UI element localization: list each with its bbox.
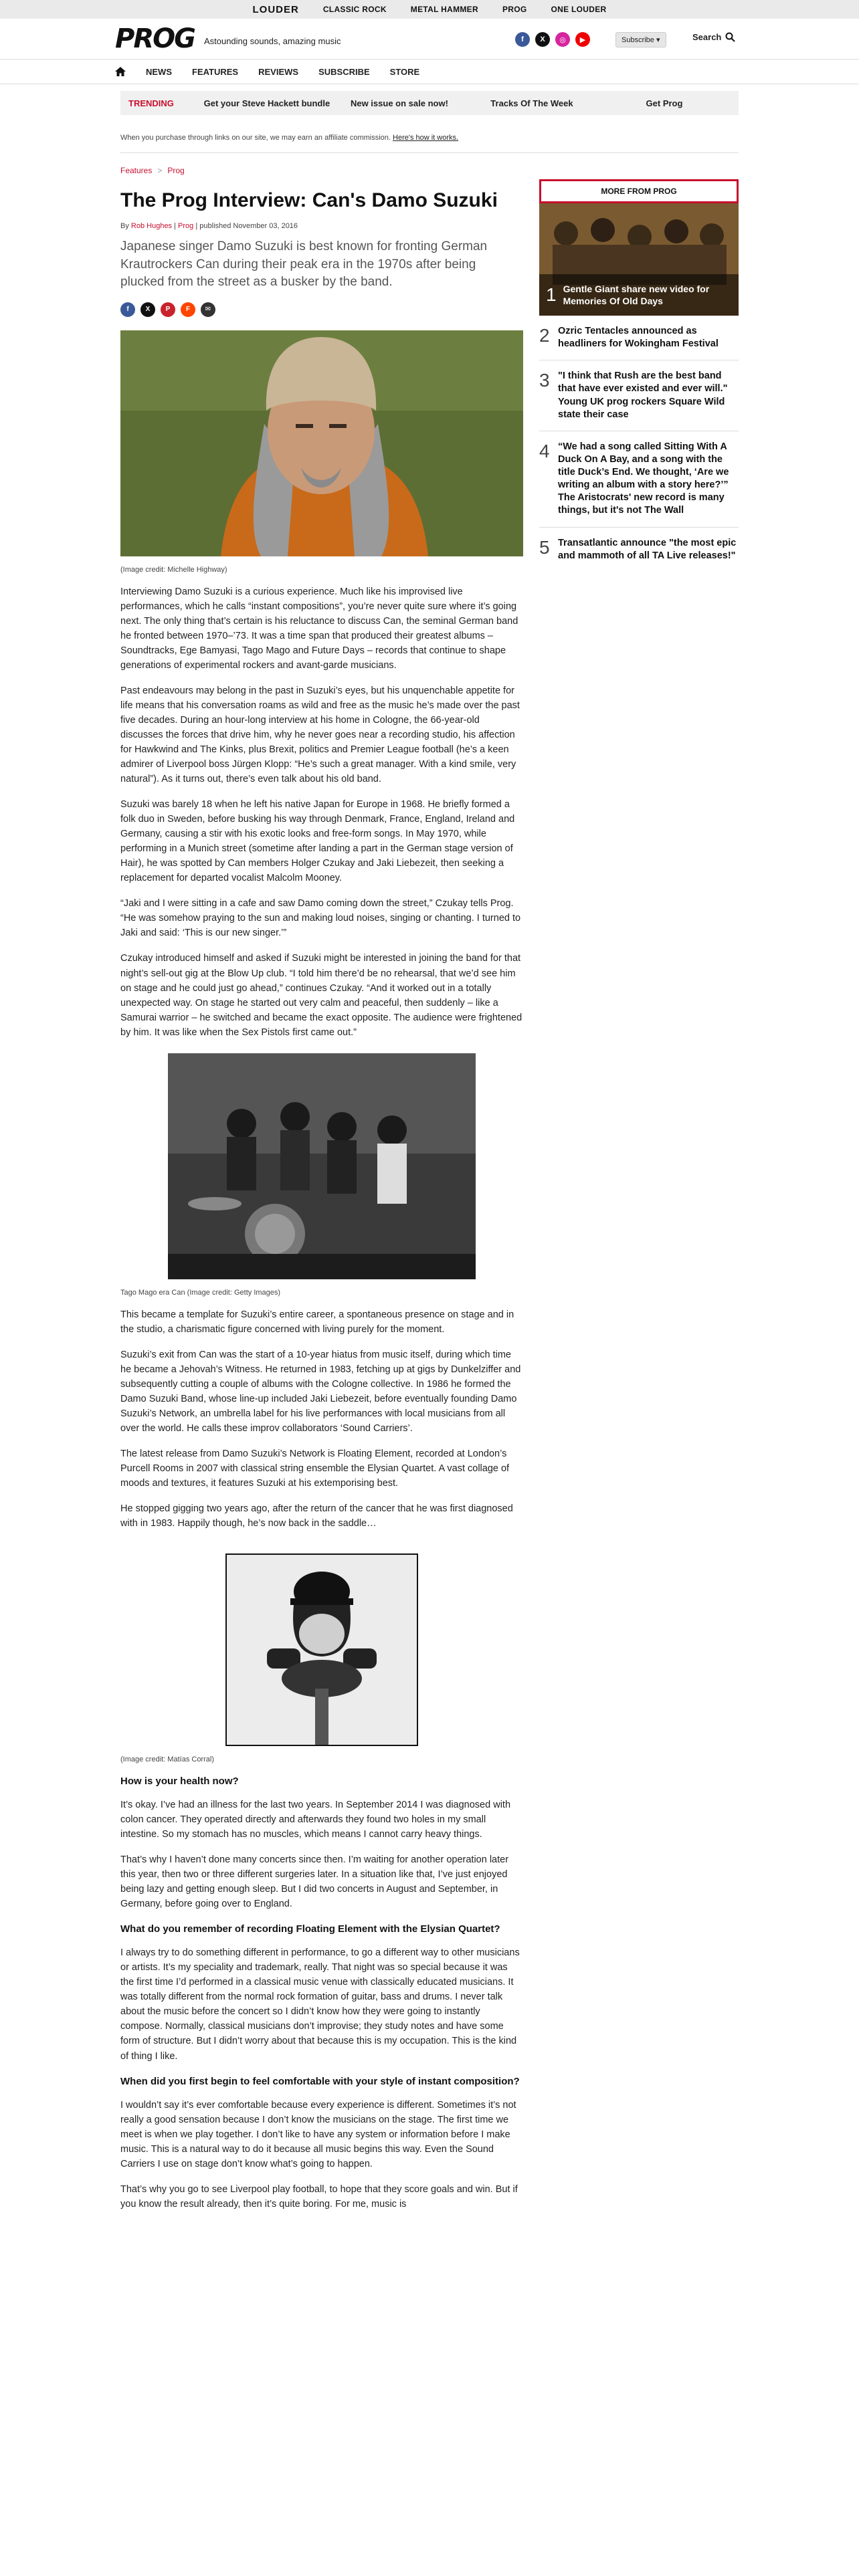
paragraph: Past endeavours may belong in the past in Suzuki’s eyes, but his unquenchable appetite for life means that his conversation roams as wild and free as the music he’s made over the past five decades. During an hour-long interview at his home in Cologne, the 66-year-old discusses the forces that drive him, why he never goes near a recording studio, his affection for Hawkwind and The Kinks, plus Brexit, politics and Premier League football (he’s a keen admirer of Liverpool boss Jürgen Klopp: “He’s such a great manager. With a kind smile, very natural”). As it turns out, there’s even talk about his old band. [120,685,520,785]
nav-reviews[interactable]: REVIEWS [258,66,299,77]
affiliate-text: When you purchase through links on our site, we may earn an affiliate commission. [120,134,391,142]
trending-label: TRENDING [128,98,174,108]
sidebar-item[interactable] [539,360,739,431]
publish-date: published November 03, 2016 [199,222,298,230]
prog-logo[interactable]: PROG [115,23,195,54]
sidebar-item[interactable] [539,528,739,572]
trending-item[interactable]: Get Prog [646,98,683,108]
sidebar-item-title[interactable]: “We had a song called Sitting With A Duck On A Bay, and a song with the title Duck’s End. We thought, ‘Are we writing an album with a story here?’” The Aristocrats' new record is many things, but it's not The Wall [558,441,729,516]
nav-features[interactable]: FEATURES [192,66,239,77]
image-credit: (Image credit: Matías Corral) [120,1755,214,1764]
network-link-classic-rock[interactable]: CLASSIC ROCK [322,5,387,14]
sidebar-featured-item[interactable] [539,203,739,316]
interview-question: When did you first begin to feel comfortable with your style of instant composition? [120,2075,520,2087]
main-nav [0,59,859,84]
sidebar-item[interactable] [539,316,739,360]
portrait-photo [225,1553,418,1746]
paragraph: “Jaki and I were sitting in a cafe and saw Damo coming down the street,” Czukay tells Prog. “He was somehow praying to the sun and making loud noises, singing or chanting. I turned to Jaki and said: ‘This is our new singer.’” [120,898,521,939]
rank-number: 5 [539,536,550,558]
sidebar-item-title[interactable]: Transatlantic announce "the most epic and mammoth of all TA Live releases!" [558,537,737,561]
band-photo-can [168,1053,476,1279]
interview-question: How is your health now? [120,1776,239,1788]
article [120,166,523,2212]
network-link-metal-hammer[interactable]: METAL HAMMER [410,5,478,14]
paragraph: I always try to do something different in performance, to go a different way to other musicians or artists. It’s my speciality and trademark, really. That night was so special because it was the first time I’d performed in a classical music venue with classically educated musicians. It was totally different from the normal rock formation of guitar, bass and drums. I never talk about the music before the concert so I didn’t know how they were going to instantly compose. Normally, classical musicians don’t improvise; they study notes and have some form of structure. But I didn’t worry about that because this is my occupation. This is the kind of thing I like. [120,1947,520,2062]
paragraph: Interviewing Damo Suzuki is a curious experience. Much like his improvised live performances, which he calls “instant compositions”, you’re never quite sure where it’s going next. The only thing that’s certain is his reluctance to discuss Can, the seminal German band he fronted between 1970–’73. It was a time span that produced their greatest albums – Soundtracks, Ege Bamyasi, Tago Mago and Future Days – records that continue to shape generations of experimental rockers and avant-garde musicians. [120,586,518,671]
trending-item[interactable]: Get your Steve Hackett bundle [203,98,330,108]
search-icon [725,32,735,42]
instagram-icon[interactable]: ◎ [555,32,570,47]
louder-logo[interactable]: LOUDER [252,3,299,15]
trending-item[interactable]: New issue on sale now! [350,98,448,108]
search-button[interactable] [692,32,735,42]
more-from-prog-sidebar [539,179,739,572]
subscribe-dropdown[interactable]: Subscribe ▾ [615,32,666,47]
sidebar-item[interactable] [539,431,739,528]
standfirst: Japanese singer Damo Suzuki is best known for fronting German Krautrockers Can during their peak era in the 1970s after being plucked from the street as a busker by the band. [120,239,488,290]
affiliate-disclaimer [120,134,739,153]
home-icon[interactable] [115,67,126,76]
nav-news[interactable]: NEWS [146,66,172,77]
site-header [0,19,859,59]
sidebar-item-title[interactable]: Gentle Giant share new video for Memories Of Old Days [563,283,710,306]
network-link-one-louder[interactable]: ONE LOUDER [551,5,607,14]
rank-number: 1 [546,284,557,305]
paragraph: Czukay introduced himself and asked if Suzuki might be interested in joining the band for that night’s sell-out gig at the Blow Up club. “I told him there’d be no rehearsal, that we’d see him on stage and he could just go ahead,” continues Czukay. “And it worked out in a totally unexpected way. On stage he started out very calm and peaceful, then suddenly – like a Samurai warrior – he switched and became the exact opposite. The audience were frightened by him. It was like when the Sex Pistols first came out.” [120,953,522,1038]
image-credit: (Image credit: Michelle Highway) [120,565,227,574]
paragraph: Suzuki’s exit from Can was the start of a 10-year hiatus from music itself, during which time he became a Jehovah’s Witness. He returned in 1983, fetching up at gigs by Dunkelziffer and subsequently cutting a couple of albums with the Cologne collective. In 1986 he formed the Damo Suzuki Band, whose line-up included Jaki Liebezeit, before eventually founding Damo Suzuki’s Network, an umbrella label for his live performances with local musicians from all over the world. He calls these improv collaborators ‘Sound Carriers’. [120,1349,521,1434]
social-links [515,32,590,47]
nav-subscribe[interactable]: SUBSCRIBE [318,66,370,77]
rank-number: 3 [539,370,550,391]
facebook-icon[interactable]: f [515,32,530,47]
trending-bar [120,91,739,115]
paragraph: Suzuki was barely 18 when he left his native Japan for Europe in 1968. He briefly formed a folk duo in Sweden, before busking his way through Denmark, France, England, Ireland and Germany, causing a stir with his exotic looks and free-form songs. In May 1970, while performing in a Munich street (sometime after landing a part in the German stage version of Hair), he was spotted by Can members Holger Czukay and Jaki Liebezeit, then seeking a replacement for departed vocalist Malcolm Mooney. [120,799,515,884]
youtube-icon[interactable]: ▶ [575,32,590,47]
sidebar-item-title[interactable]: "I think that Rush are the best band that have ever existed and ever will." Young UK prog rockers Square Wild state their case [558,370,728,420]
site-tagline: Astounding sounds, amazing music [203,35,341,46]
network-link-prog[interactable]: PROG [502,5,527,14]
article-title: The Prog Interview: Can's Damo Suzuki [120,189,498,211]
paragraph: That’s why you go to see Liverpool play football, to hope that they score goals and win. But if you know the result already, then it’s quite boring. For me, music is [120,2183,518,2210]
paragraph: The latest release from Damo Suzuki’s Network is Floating Element, recorded at London’s Purcell Rooms in 2007 with classical string ensemble the Elysian Quartet. A vast collage of moods and textures, it features Suzuki at his extemporising best. [120,1448,510,1489]
paragraph: I wouldn’t say it’s ever comfortable because every experience is different. Sometimes it’s not really a good sensation because I don’t know the musicians on the stage. The first time we meet is when we play together. I don’t like to have any system or information before I make music. This is a natural way to do it because all music begins this way. Even the Sound Carriers I use on stage don’t know what’s going to happen. [120,2099,516,2169]
share-facebook-icon[interactable]: f [120,302,135,317]
interview-question: What do you remember of recording Floating Element with the Elysian Quartet? [120,1923,500,1935]
share-buttons [120,302,523,317]
trending-item[interactable]: Tracks Of The Week [490,98,573,108]
paragraph: It’s okay. I’ve had an illness for the last two years. In September 2014 I was diagnosed with colon cancer. They operated directly and afterwards they found two holes in my small intestine. So my stomach has no muscles, which means I cannot carry heavy things. [120,1800,511,1840]
author-link[interactable]: Rob Hughes [130,222,173,230]
share-x-icon[interactable]: X [140,302,155,317]
byline: By Rob Hughes | Prog | published November 03, 2016 [120,222,298,230]
affiliate-link[interactable]: Here's how it works. [393,134,459,142]
rank-number: 4 [539,440,550,461]
paragraph: This became a template for Suzuki’s entire career, a spontaneous presence on stage and in the studio, a charismatic figure concerned with living purely for the moment. [120,1309,514,1335]
byline-prefix: By [120,222,129,230]
sidebar-item-title[interactable]: Ozric Tentacles announced as headliners for Wokingham Festival [558,326,719,350]
image-credit: Tago Mago era Can (Image credit: Getty Images) [120,1288,281,1297]
sidebar-heading: MORE FROM PROG [539,179,739,203]
share-email-icon[interactable]: ✉ [201,302,215,317]
paragraph: That’s why I haven’t done many concerts since then. I’m waiting for another operation later this year, then two or three different surgeries later. In a situation like that, I’ve just enjoyed being lazy and getting enough sleep. But I did two concerts in August and September, in Germany, before going over to England. [120,1854,509,1910]
publication-link[interactable]: Prog [178,222,194,230]
breadcrumb: Features > Prog [120,166,185,175]
breadcrumb-features[interactable]: Features [120,166,153,175]
nav-store[interactable]: STORE [389,66,420,77]
share-pinterest-icon[interactable]: P [161,302,175,317]
x-icon[interactable]: X [535,32,550,47]
breadcrumb-prog[interactable]: Prog [167,166,185,175]
paragraph: He stopped gigging two years ago, after the return of the cancer that he was first diagnosed with in 1983. Happily though, he’s now back in the saddle… [120,1503,513,1529]
share-flipboard-icon[interactable]: F [181,302,195,317]
hero-image-damo-suzuki [120,330,523,556]
search-label: Search [692,32,722,42]
rank-number: 2 [539,325,550,346]
network-bar [0,0,859,19]
